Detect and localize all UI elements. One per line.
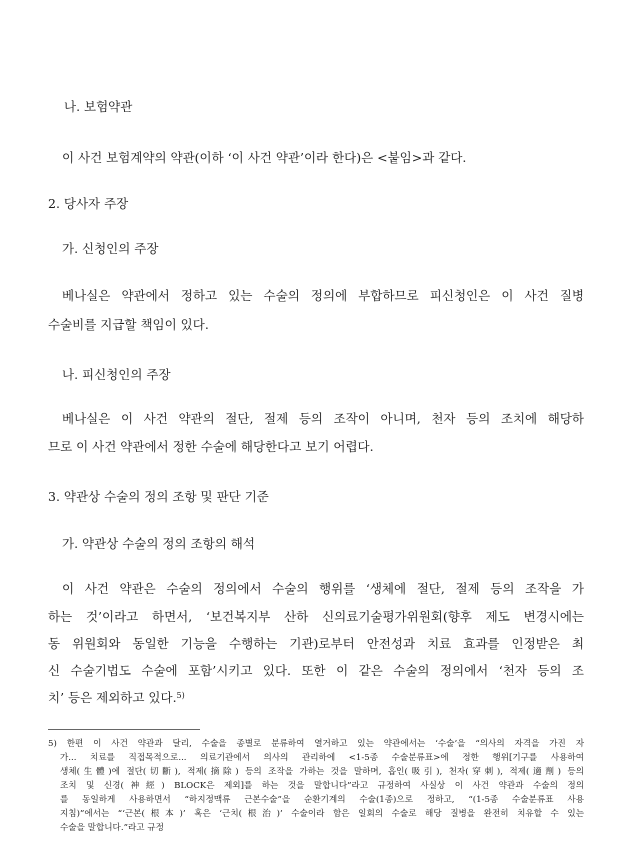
footnote-first-line	[48, 737, 584, 749]
paragraph-line: 하는 것’이라고 하면서, ‘보건복지부 산하 신의료기술평가위원회(향후 제도 변경시에는	[48, 609, 584, 624]
subheading-respondent-claim: 나. 피신청인의 주장	[62, 367, 171, 382]
section-heading-party-claims: 2. 당사자 주장	[48, 196, 129, 211]
footnote-line: 가... 치료를 직접목적으로... 의료기관에서 의사의 관리하에 <1-5종 수술분류표>에 정한 행위[기구를 사용하여	[60, 753, 584, 763]
paragraph-line: 므로 이 사건 약관에서 정한 수술에 해당한다고 보기 어렵다.	[48, 439, 374, 454]
footnote-number: 5)	[48, 739, 57, 749]
footnote-line: 를 동일하게 사용하면서 “하지정맥류 근본수술”을 순환기계의 수술(1종)으로 정하고, “(1-5종 수술분류표 사용	[60, 795, 584, 805]
paragraph-last-line	[48, 688, 584, 706]
paragraph-line: 치’ 등은 제외하고 있다.	[48, 690, 177, 705]
paragraph-line: 신 수술기법도 수술에 포함’시키고 있다. 또한 이 같은 수술의 정의에서 ‘천자 등의 조	[48, 663, 584, 678]
paragraph-line: 베나실은 약관에서 정하고 있는 수술의 정의에 부합하므로 피신청인은 이 사건 질병	[62, 288, 584, 303]
footnote-line: 한편 이 사건 약관과 달리, 수술을 종별로 분류하여 열거하고 있는 약관에서는 ‘수술’을 “의사의 자격을 가진 자	[66, 739, 584, 749]
footnote-reference: 5)	[176, 691, 185, 700]
footnote-line: 조치 및 신경(神經) BLOCK은 제외]를 하는 것을 말합니다”라고 규정하여 사실상 이 사건 약관과 수술의 정의	[60, 781, 584, 791]
paragraph-line: 수술비를 지급할 책임이 있다.	[48, 317, 209, 332]
footnote-line: 생체(生體)에 절단(切斷), 적제(摘除) 등의 조작을 가하는 것을 말하며, 흡인(吸引), 천자(穿刺), 적제(適劑) 등의	[60, 767, 584, 777]
footnote-line: 수술을 말합니다.”라고 규정	[60, 823, 164, 833]
footnote-line: 지침)”에서는 “‘근본(根本)’ 혹은 ‘근치(根治)’ 수술이라 함은 일회의 수술로 해당 질병을 완전히 치유할 수 있는	[60, 809, 584, 819]
section-heading-insurance-terms: 나. 보험약관	[64, 99, 133, 114]
paragraph-line: 이 사건 약관은 수술의 정의에서 수술의 행위를 ‘생체에 절단, 절제 등의 조작을 가	[62, 581, 584, 596]
paragraph-line: 동 위원회와 동일한 기능을 수행하는 기관)로부터 안전성과 치료 효과를 인정받은 최	[48, 636, 584, 651]
subheading-definition-interpretation: 가. 약관상 수술의 정의 조항의 해석	[62, 536, 255, 551]
section-heading-definition-criteria: 3. 약관상 수술의 정의 조항 및 판단 기준	[48, 489, 269, 504]
paragraph-line: 베나실은 이 사건 약관의 절단, 절제 등의 조작이 아니며, 천자 등의 조치에 해당하	[62, 411, 584, 426]
paragraph-insurance-terms: 이 사건 보험계약의 약관(이하 ‘이 사건 약관’이라 한다)은 <붙임>과 같다.	[62, 150, 467, 165]
footnote-separator	[48, 729, 200, 730]
subheading-applicant-claim: 가. 신청인의 주장	[62, 241, 159, 256]
